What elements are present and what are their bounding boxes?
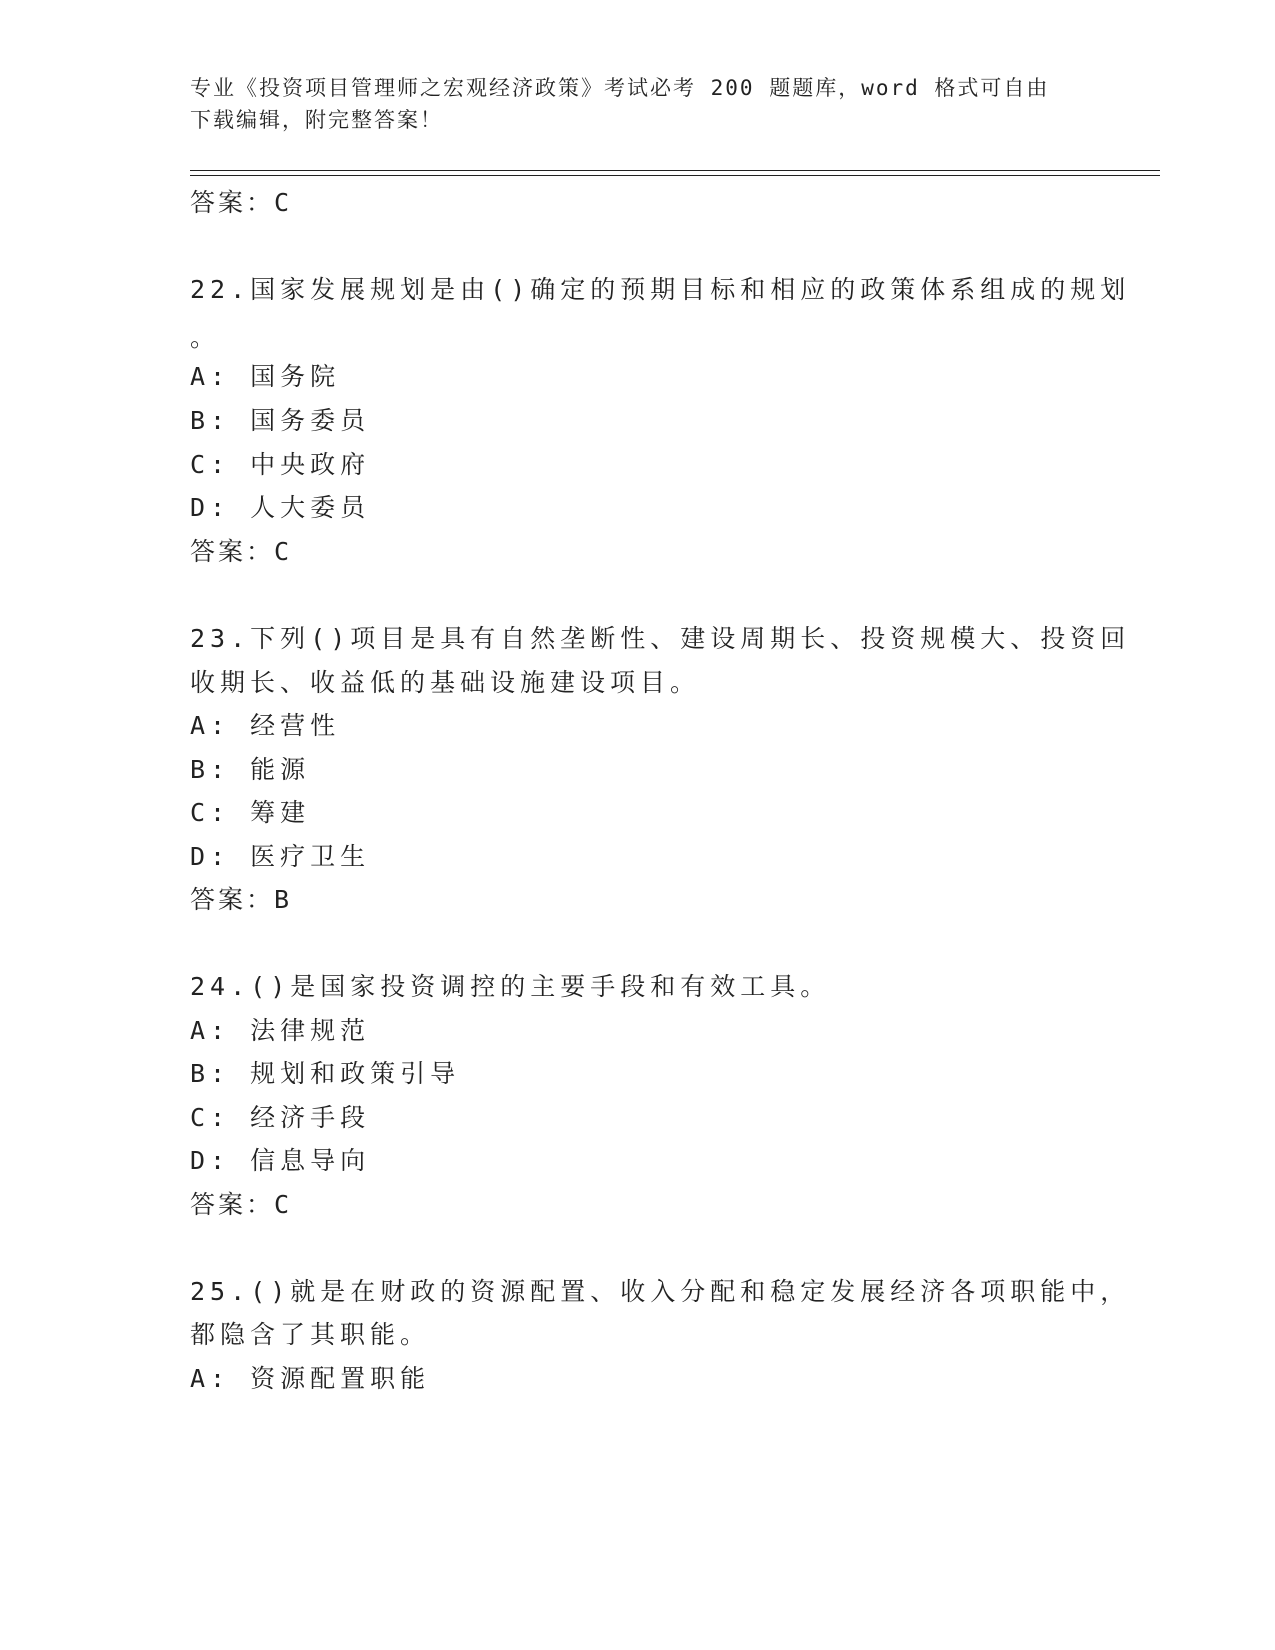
question-23-option-b: B: 能源 xyxy=(190,755,311,784)
question-22-option-a: A: 国务院 xyxy=(190,362,341,391)
question-24-option-a: A: 法律规范 xyxy=(190,1016,371,1045)
answer-value: C xyxy=(274,537,293,566)
answer-value: B xyxy=(274,885,293,914)
answer-value: C xyxy=(274,1190,293,1219)
answer-line xyxy=(190,186,292,220)
question-24-option-d: D: 信息导向 xyxy=(190,1146,371,1175)
question-23-option-c: C: 筹建 xyxy=(190,798,311,827)
answer-label: 答案： xyxy=(190,188,275,217)
question-23-stem-line-2: 收期长、收益低的基础设施建设项目。 xyxy=(190,668,701,697)
question-22-option-b: B: 国务委员 xyxy=(190,406,371,435)
doc-header-line-1: 专业《投资项目管理师之宏观经济政策》考试必考 200 题题库，word 格式可自由 xyxy=(190,76,1050,100)
answer-label: 答案： xyxy=(190,537,275,566)
question-22-stem-line-1: 22.国家发展规划是由()确定的预期目标和相应的政策体系组成的规划 xyxy=(190,275,1131,304)
question-23-answer xyxy=(190,883,292,917)
question-23-option-a: A: 经营性 xyxy=(190,711,341,740)
doc-header-line-2: 下载编辑，附完整答案！ xyxy=(190,108,443,132)
question-25-stem-line-2: 都隐含了其职能。 xyxy=(190,1320,431,1349)
answer-label: 答案： xyxy=(190,885,275,914)
question-24-stem-line-1: 24.()是国家投资调控的主要手段和有效工具。 xyxy=(190,972,831,1001)
header-rule-top xyxy=(190,170,1160,171)
question-22-answer xyxy=(190,535,292,569)
question-23-stem-line-1: 23.下列()项目是具有自然垄断性、建设周期长、投资规模大、投资回 xyxy=(190,624,1131,653)
question-24-answer xyxy=(190,1188,292,1222)
question-24-option-b: B: 规划和政策引导 xyxy=(190,1059,461,1088)
question-25-stem-line-1: 25.()就是在财政的资源配置、收入分配和稳定发展经济各项职能中， xyxy=(190,1277,1131,1306)
question-22-option-c: C: 中央政府 xyxy=(190,450,371,479)
question-22-option-d: D: 人大委员 xyxy=(190,493,371,522)
answer-label: 答案： xyxy=(190,1190,275,1219)
question-22-stem-line-2: 。 xyxy=(190,323,221,352)
answer-value: C xyxy=(274,188,293,217)
question-23-option-d: D: 医疗卫生 xyxy=(190,842,371,871)
question-25-option-a: A: 资源配置职能 xyxy=(190,1364,431,1393)
header-rule-bottom xyxy=(190,175,1160,176)
question-24-option-c: C: 经济手段 xyxy=(190,1103,371,1132)
